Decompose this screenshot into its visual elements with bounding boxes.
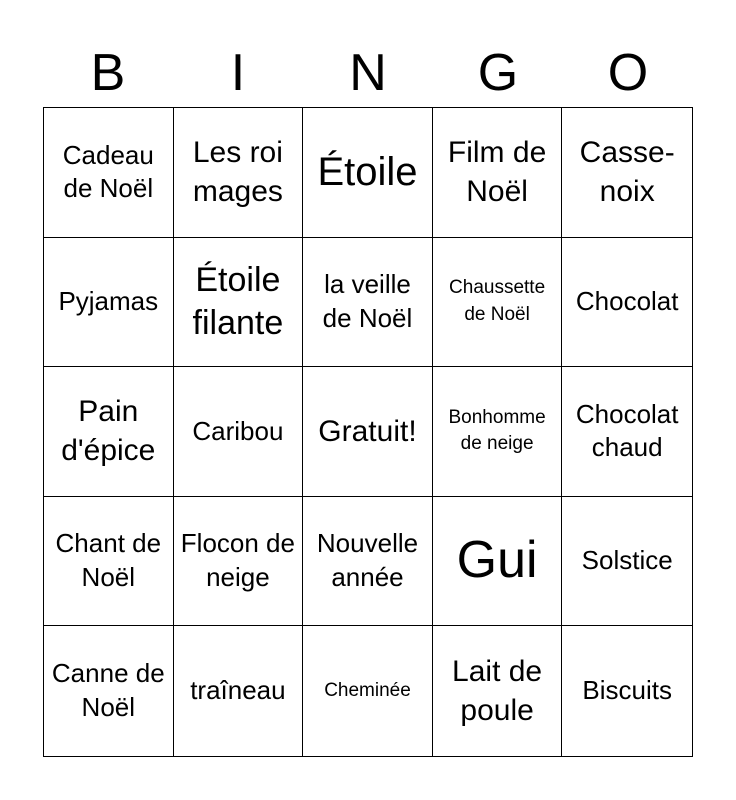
bingo-cell-r1-c5: Casse-noix [562, 108, 692, 238]
bingo-cell-r5-c5: Biscuits [582, 675, 672, 706]
bingo-cell-r2-c2: Étoile filante [174, 238, 304, 368]
bingo-cell-r3-c4: Bonhomme de neige [433, 367, 563, 497]
bingo-cell-r3-c1: Pain d'épice [44, 367, 174, 497]
bingo-cell-r2-c1: Pyjamas [44, 238, 174, 368]
bingo-cell-r3-c3: Gratuit! [303, 367, 433, 497]
bingo-cell-r4-c4: Gui [433, 497, 563, 627]
bingo-cell-r1-c3: Étoile [303, 108, 433, 238]
bingo-cell-r2-c4: Chaussette de Noël [433, 238, 563, 368]
bingo-cell-r3-c2: Caribou [174, 367, 304, 497]
bingo-cell-r1-c2: Les roi mages [174, 108, 304, 238]
header-letter-b: B [90, 44, 126, 102]
header-letter-g: G [477, 44, 519, 102]
bingo-cell-r2-c5: Chocolat [562, 238, 692, 368]
bingo-cell-r4-c2: Flocon de neige [174, 497, 304, 627]
bingo-cell-r5-c2: traîneau [174, 626, 304, 756]
bingo-cell-r3-c5: Chocolat chaud [562, 367, 692, 497]
bingo-cell-r4-c5: Solstice [562, 497, 692, 627]
bingo-cell-r5-c4: Lait de poule [433, 626, 563, 756]
header-letter-n: N [349, 44, 387, 102]
bingo-cell-r1-c1: Cadeau de Noël [44, 108, 174, 238]
bingo-cell-r5-c3: Cheminée [303, 626, 433, 756]
bingo-cell-r5-c1: Canne de Noël [44, 626, 174, 756]
header-letter-i: I [230, 44, 246, 102]
bingo-header [43, 38, 693, 108]
header-letter-o: O [607, 44, 649, 102]
bingo-cell-r2-c3: la veille de Noël [303, 238, 433, 368]
bingo-cell-r4-c1: Chant de Noël [44, 497, 174, 627]
bingo-card-grid [43, 107, 693, 757]
bingo-cell-r4-c3: Nouvelle année [303, 497, 433, 627]
bingo-cell-r1-c4: Film de Noël [433, 108, 563, 238]
